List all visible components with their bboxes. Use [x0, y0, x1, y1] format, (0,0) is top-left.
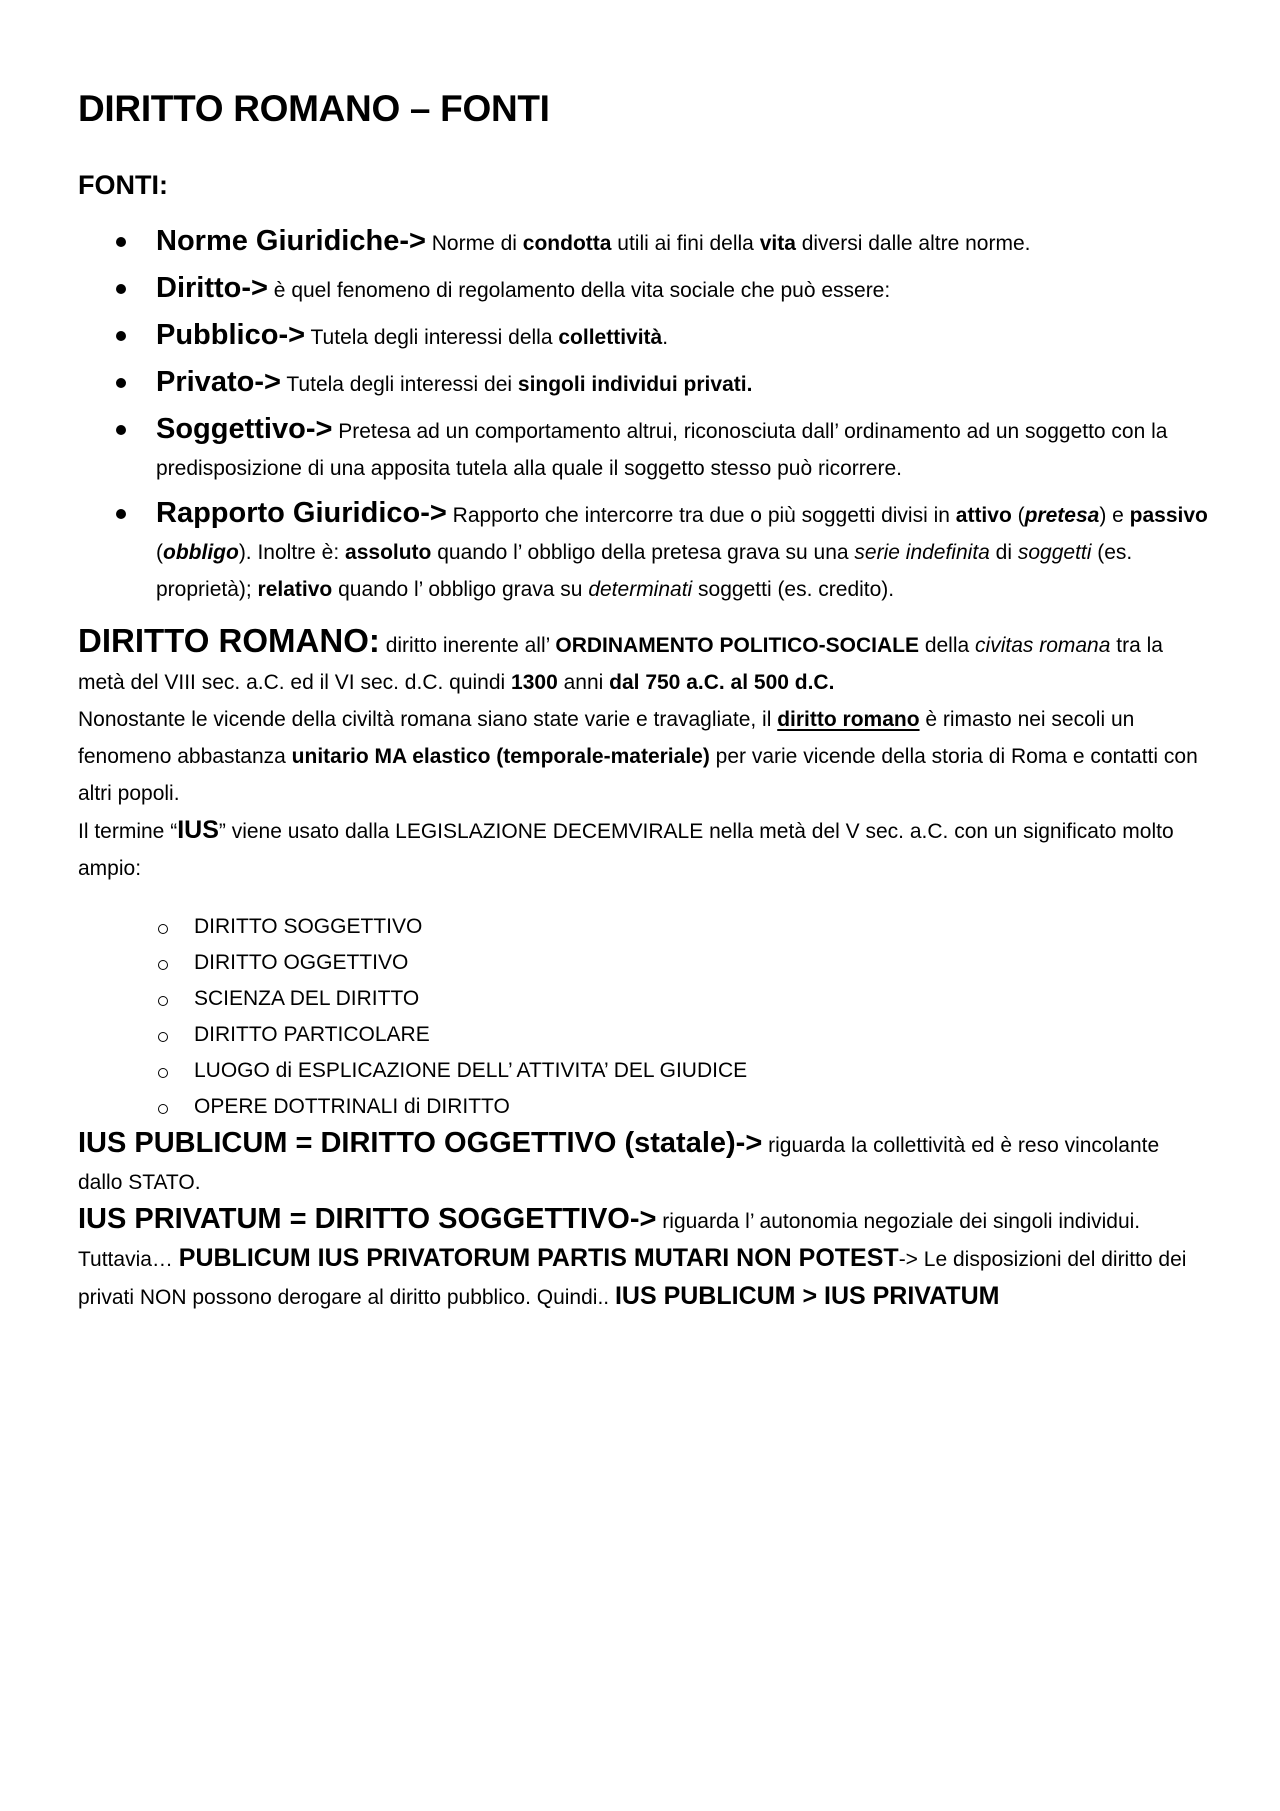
text: Pretesa ad un comportamento altrui, riconosciuta dall’ ordinamento ad un soggetto con la predisposizione di una apposita tutela alla quale il soggetto stesso può ricorrere.: [156, 420, 1168, 480]
bold-text: PUBLICUM IUS PRIVATORUM PARTIS MUTARI NON POTEST: [178, 1244, 899, 1272]
text: anni: [557, 671, 610, 694]
text: quando l’ obbligo grava su: [332, 578, 589, 601]
text: (: [156, 541, 163, 564]
list-item: [78, 981, 1208, 1017]
bold-italic-text: pretesa: [1024, 504, 1100, 527]
list-item: [78, 1053, 1208, 1089]
text: utili ai fini della: [611, 232, 760, 255]
section-heading: IUS PRIVATUM = DIRITTO SOGGETTIVO->: [78, 1203, 657, 1235]
text: ) e: [1099, 504, 1130, 527]
circle-bullet-icon: [158, 1104, 168, 1114]
underlined-text: diritto romano: [777, 708, 920, 731]
ius-privatum-paragraph: [78, 1201, 1208, 1240]
bold-text: dal 750 a.C. al 500 d.C.: [609, 671, 835, 694]
list-item: [78, 411, 1208, 487]
bullet-icon: [116, 331, 126, 341]
section-heading: IUS PUBLICUM = DIRITTO OGGETTIVO (statale)->: [78, 1127, 763, 1159]
text: Il termine “: [78, 820, 178, 843]
ius-publicum-paragraph: [78, 1125, 1208, 1201]
ius-meanings-list: [78, 909, 1208, 1125]
list-item: [78, 270, 1208, 309]
circle-bullet-icon: [158, 1032, 168, 1042]
bold-text: singoli individui privati.: [517, 373, 753, 396]
list-item: [78, 223, 1208, 262]
bold-text: unitario MA elastico (temporale-materiale): [291, 745, 710, 768]
text: Tuttavia…: [78, 1248, 179, 1271]
circle-bullet-icon: [158, 960, 168, 970]
text: è rimasto nei secoli un fenomeno abbastanza: [78, 708, 1135, 768]
term: Soggettivo->: [156, 413, 333, 445]
list-item: [78, 364, 1208, 403]
bold-text: collettività: [558, 326, 663, 349]
ius-paragraph: [78, 812, 1208, 887]
term: Privato->: [156, 366, 281, 398]
term: Norme Giuridiche->: [156, 225, 426, 257]
bold-text: condotta: [522, 232, 612, 255]
term: Diritto->: [156, 272, 268, 304]
nonostante-paragraph: [78, 701, 1208, 812]
bold-text: ORDINAMENTO POLITICO-SOCIALE: [555, 634, 919, 657]
text: ). Inoltre è:: [238, 541, 346, 564]
text: .: [662, 326, 669, 349]
list-item: [78, 1089, 1208, 1125]
list-item-text: DIRITTO PARTICOLARE: [194, 1023, 430, 1046]
italic-text: determinati: [588, 578, 693, 601]
circle-bullet-icon: [158, 1068, 168, 1078]
list-item-text: DIRITTO OGGETTIVO: [194, 951, 409, 974]
term: Rapporto Giuridico->: [156, 497, 447, 529]
term: Pubblico->: [156, 319, 306, 351]
document-page: [78, 80, 1208, 1316]
bullet-icon: [116, 284, 126, 294]
text: -> Le disposizioni del diritto dei privati NON possono derogare al diritto pubblico. Quindi..: [78, 1248, 1187, 1309]
text: della: [918, 634, 976, 657]
text: di: [989, 541, 1018, 564]
text: Tutela degli interessi dei: [280, 373, 518, 396]
circle-bullet-icon: [158, 924, 168, 934]
bold-text: assoluto: [345, 541, 432, 564]
list-item: [78, 909, 1208, 945]
diritto-romano-paragraph: [78, 622, 1208, 701]
italic-text: serie indefinita: [854, 541, 990, 564]
section-heading: DIRITTO ROMANO:: [78, 622, 380, 659]
list-item-text: DIRITTO SOGGETTIVO: [194, 915, 423, 938]
bullet-icon: [116, 378, 126, 388]
bold-italic-text: obbligo: [163, 541, 239, 564]
text: (es. proprietà);: [156, 541, 1133, 601]
text: è quel fenomeno di regolamento della vita sociale che può essere:: [267, 279, 891, 302]
list-item: [78, 1017, 1208, 1053]
italic-text: civitas romana: [975, 634, 1111, 657]
text: Norme di: [425, 232, 523, 255]
bold-text: vita: [759, 232, 796, 255]
text: ” viene usato dalla LEGISLAZIONE DECEMVIRALE nella metà del V sec. a.C. con un significato molto ampio:: [78, 820, 1174, 880]
text: riguarda l’ autonomia negoziale dei singoli individui.: [656, 1210, 1141, 1233]
italic-text: soggetti: [1017, 541, 1092, 564]
text: Rapporto che intercorre tra due o più soggetti divisi in: [446, 504, 956, 527]
text: diversi dalle altre norme.: [795, 232, 1031, 255]
bullet-icon: [116, 509, 126, 519]
tuttavia-paragraph: [78, 1240, 1208, 1316]
text: soggetti (es. credito).: [692, 578, 895, 601]
bold-text: relativo: [257, 578, 333, 601]
list-item-text: OPERE DOTTRINALI di DIRITTO: [194, 1095, 510, 1118]
fonti-heading: FONTI:: [78, 170, 168, 200]
list-item: [78, 317, 1208, 356]
bullet-icon: [116, 237, 126, 247]
text: (: [1011, 504, 1025, 527]
bold-text: IUS PUBLICUM > IUS PRIVATUM: [614, 1282, 1000, 1310]
text: per varie vicende della storia di Roma e contatti con altri popoli.: [78, 745, 1198, 805]
text: diritto inerente all’: [379, 634, 556, 657]
bold-text: passivo: [1129, 504, 1208, 527]
bold-text: attivo: [955, 504, 1012, 527]
list-item: [78, 495, 1208, 608]
circle-bullet-icon: [158, 996, 168, 1006]
list-item-text: LUOGO di ESPLICAZIONE DELL’ ATTIVITA’ DEL GIUDICE: [194, 1059, 748, 1082]
bullet-icon: [116, 425, 126, 435]
list-item-text: SCIENZA DEL DIRITTO: [194, 987, 420, 1010]
text: quando l’ obbligo della pretesa grava su una: [431, 541, 855, 564]
text: Tutela degli interessi della: [305, 326, 559, 349]
page-title: DIRITTO ROMANO – FONTI: [78, 88, 550, 129]
list-item: [78, 945, 1208, 981]
fonti-list: [78, 223, 1208, 608]
bold-text: 1300: [511, 671, 558, 694]
bold-text: IUS: [177, 816, 219, 844]
text: riguarda la collettività ed è reso vincolante dallo STATO.: [78, 1134, 1160, 1194]
text: Nonostante le vicende della civiltà romana siano state varie e travagliate, il: [78, 708, 778, 731]
text: tra la metà del VIII sec. a.C. ed il VI sec. d.C. quindi: [78, 634, 1163, 694]
